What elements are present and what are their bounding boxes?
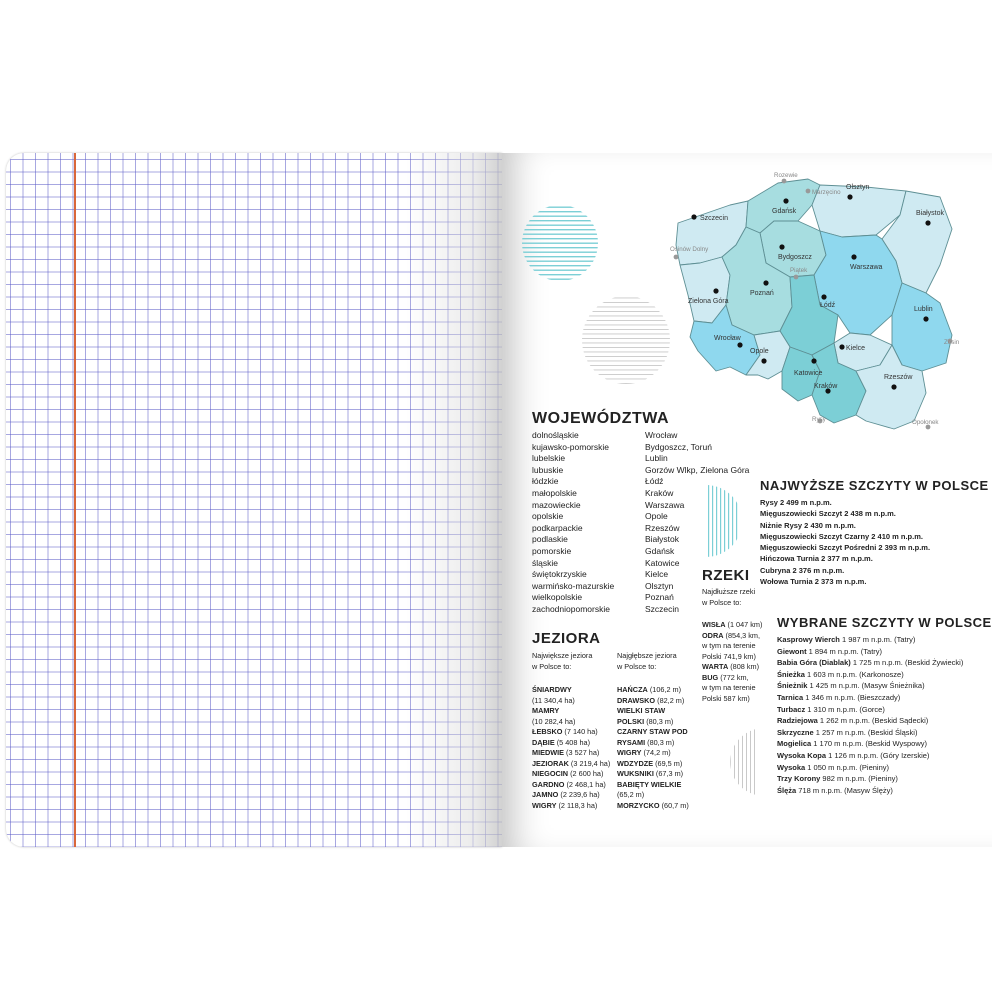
voivodeship-capital: Wrocław bbox=[645, 430, 678, 440]
extreme-point-label: Marzęcino bbox=[812, 189, 841, 196]
item-value: (2 118,3 ha) bbox=[556, 800, 598, 810]
item-value: w tym na terenie bbox=[702, 641, 756, 650]
extreme-point-marker bbox=[782, 179, 787, 184]
voivodeship-name: pomorskie bbox=[532, 545, 572, 556]
peak-item bbox=[777, 773, 963, 785]
item-value: 982 m n.p.m. (Pieniny) bbox=[820, 774, 898, 784]
item-value: (82,2 m) bbox=[655, 695, 685, 705]
city-label: Lublin bbox=[914, 306, 933, 313]
item-name: MAMRY bbox=[532, 706, 560, 715]
river-item bbox=[702, 631, 762, 642]
city-marker bbox=[737, 342, 742, 347]
peak-item bbox=[777, 669, 963, 681]
item-name: JEZIORAK bbox=[532, 758, 569, 768]
voivodeship-name: dolnośląskie bbox=[532, 430, 579, 440]
voivodeship-name: śląskie bbox=[532, 557, 558, 568]
peak-item: Mięguszowiecki Szczyt Pośredni 2 393 m n.p.m. bbox=[760, 543, 931, 553]
item-value: 1 425 m n.p.m. (Masyw Śnieżnika) bbox=[807, 681, 925, 691]
voivodeship-capital: Olsztyn bbox=[645, 580, 674, 591]
city-label: Poznań bbox=[750, 290, 774, 297]
item-value: (772 km, bbox=[718, 672, 749, 682]
lake-item bbox=[532, 769, 610, 780]
region-lubelskie bbox=[892, 283, 952, 371]
striped-half-circle-decoration-gray bbox=[722, 727, 758, 797]
city-label: Wrocław bbox=[714, 335, 741, 342]
city-marker bbox=[811, 358, 816, 363]
city-label: Warszawa bbox=[850, 264, 883, 271]
info-page bbox=[502, 153, 992, 847]
item-value: (1 047 km) bbox=[725, 620, 763, 629]
voivodeship-capital: Opole bbox=[645, 511, 668, 522]
lake-item bbox=[617, 717, 689, 728]
city-label: Białystok bbox=[916, 210, 945, 217]
city-marker bbox=[821, 294, 826, 299]
lake-item bbox=[532, 727, 610, 738]
item-name: HAŃCZA bbox=[617, 685, 648, 694]
voivodeship-capital: Łódź bbox=[645, 476, 664, 487]
voivodeship-name: mazowieckie bbox=[532, 499, 581, 510]
striped-circle-decoration bbox=[520, 193, 600, 293]
lake-item bbox=[617, 706, 689, 717]
peak-item bbox=[777, 680, 963, 692]
peak-item bbox=[777, 692, 963, 704]
item-name: GARDNO bbox=[532, 779, 565, 789]
rzeki-title: RZEKI bbox=[702, 567, 750, 584]
highest-peaks-title: NAJWYŻSZE SZCZYTY W POLSCE bbox=[760, 478, 989, 493]
lake-item bbox=[532, 759, 610, 770]
intro-line: w Polsce to: bbox=[702, 597, 742, 607]
highest-peaks-list bbox=[760, 497, 930, 587]
intro-line: Największe jeziora bbox=[532, 651, 593, 660]
city-label: Olsztyn bbox=[846, 184, 870, 191]
page-gutter-shadow bbox=[406, 153, 502, 847]
peak-item: Rysy 2 499 m n.p.m. bbox=[760, 498, 832, 507]
item-value: 1 310 m n.p.m. (Gorce) bbox=[805, 704, 885, 714]
city-label: Gdańsk bbox=[772, 208, 797, 215]
item-value: (5 408 ha) bbox=[554, 737, 590, 747]
item-value: (10 282,4 ha) bbox=[532, 716, 576, 726]
city-label: Zielona Góra bbox=[688, 298, 729, 305]
voivodeship-capital: Kielce bbox=[645, 569, 669, 580]
lake-item bbox=[532, 801, 610, 812]
city-marker bbox=[713, 288, 718, 293]
item-value: (808 km) bbox=[728, 662, 760, 671]
item-name: POLSKI bbox=[617, 716, 645, 726]
peak-item: Mięguszowiecki Szczyt 2 438 m n.p.m. bbox=[760, 509, 896, 519]
lake-item bbox=[617, 801, 689, 812]
river-item bbox=[702, 673, 762, 684]
striped-circle-decoration-gray bbox=[580, 293, 670, 389]
city-label: Łódź bbox=[820, 302, 836, 309]
item-value: 718 m n.p.m. (Masyw Ślęży) bbox=[796, 785, 893, 795]
intro-line: Najgłębsze jeziora bbox=[617, 651, 677, 660]
lake-item bbox=[532, 748, 610, 759]
item-name: DĄBIE bbox=[532, 737, 555, 747]
lake-item bbox=[532, 717, 610, 728]
selected-peaks-list bbox=[777, 634, 963, 796]
peak-item bbox=[777, 646, 963, 658]
item-name: WDZYDZE bbox=[617, 758, 654, 768]
item-name: WIELKI STAW bbox=[617, 706, 666, 715]
lake-item bbox=[532, 696, 610, 707]
item-name: CZARNY STAW POD bbox=[617, 727, 688, 736]
city-marker bbox=[847, 194, 852, 199]
peak-item bbox=[777, 634, 963, 646]
extreme-point-label: Zosin bbox=[944, 339, 960, 346]
voivodeship-name: podlaskie bbox=[532, 534, 568, 545]
item-value: 1 050 m n.p.m. (Pieniny) bbox=[805, 762, 890, 772]
peak-item bbox=[777, 727, 963, 739]
item-name: BUG bbox=[702, 672, 719, 682]
item-value: (11 340,4 ha) bbox=[532, 695, 575, 705]
river-item bbox=[702, 694, 762, 705]
item-value: 1 987 m n.p.m. (Tatry) bbox=[839, 635, 916, 644]
item-name: Skrzyczne bbox=[777, 727, 814, 737]
item-name: MIEDWIE bbox=[532, 748, 565, 757]
river-item bbox=[702, 652, 762, 663]
extreme-point-label: Opołonek bbox=[912, 419, 939, 426]
lake-item bbox=[617, 780, 689, 791]
city-label: Kielce bbox=[846, 345, 866, 352]
peak-item: Cubryna 2 376 m n.p.m. bbox=[760, 565, 845, 575]
item-name: Trzy Korony bbox=[777, 774, 821, 784]
item-name: ODRA bbox=[702, 630, 724, 640]
jeziora-title: JEZIORA bbox=[532, 630, 601, 647]
item-name: Tarnica bbox=[777, 692, 804, 702]
city-label: Kraków bbox=[814, 383, 838, 390]
extreme-point-marker bbox=[794, 275, 799, 280]
lake-item bbox=[532, 706, 610, 717]
peak-item bbox=[777, 704, 963, 716]
voivodeship-name: świętokrzyskie bbox=[532, 569, 587, 580]
item-value: 1 257 m n.p.m. (Beskid Śląski) bbox=[813, 727, 918, 737]
jeziora-deepest-intro bbox=[617, 651, 677, 672]
lake-item bbox=[617, 748, 689, 759]
voivodeship-capital: Lublin bbox=[645, 453, 668, 464]
jeziora-largest-intro bbox=[532, 651, 592, 672]
city-label: Szczecin bbox=[700, 215, 729, 222]
poland-map bbox=[670, 165, 970, 441]
lake-item bbox=[532, 790, 610, 801]
city-label: Bydgoszcz bbox=[778, 254, 812, 261]
item-value: (65,2 m) bbox=[617, 790, 645, 799]
lake-item bbox=[617, 769, 689, 780]
city-marker bbox=[923, 316, 928, 321]
item-name: Mogielica bbox=[777, 739, 812, 749]
selected-peaks-title: WYBRANE SZCZYTY W POLSCE bbox=[777, 615, 992, 630]
item-value: (69,5 m) bbox=[653, 758, 683, 768]
extreme-point-label: Osinów Dolny bbox=[670, 246, 709, 253]
peak-item bbox=[777, 762, 963, 774]
city-marker bbox=[763, 280, 768, 285]
voivodeship-capital: Gorzów Wlkp, Zielona Góra bbox=[645, 464, 750, 475]
item-value: (3 219,4 ha) bbox=[568, 758, 611, 768]
item-value: (2 239,6 ha) bbox=[558, 790, 600, 799]
rivers-list bbox=[702, 620, 762, 704]
extreme-point-label: Rozewie bbox=[774, 172, 798, 179]
item-value: (67,3 m) bbox=[653, 769, 684, 778]
extreme-point-label: Piątek bbox=[790, 267, 808, 274]
lake-item bbox=[532, 780, 610, 791]
item-value: 1 262 m n.p.m. (Beskid Sądecki) bbox=[817, 716, 929, 726]
item-value: (2 600 ha) bbox=[568, 769, 604, 778]
graph-paper-page bbox=[6, 153, 502, 847]
voivodeship-capital: Szczecin bbox=[645, 603, 680, 614]
voivodeship-name: zachodniopomorskie bbox=[532, 603, 610, 614]
voivodeship-name: kujawsko-pomorskie bbox=[532, 441, 609, 452]
voivodeship-name: opolskie bbox=[532, 511, 564, 522]
item-value: w tym na terenie bbox=[702, 683, 756, 692]
item-name: Giewont bbox=[777, 646, 807, 656]
peak-item bbox=[777, 738, 963, 750]
item-value: (80,3 m) bbox=[644, 716, 674, 726]
item-name: Babia Góra (Diablak) bbox=[777, 658, 851, 668]
lake-item bbox=[617, 696, 689, 707]
extreme-point-marker bbox=[674, 255, 679, 260]
peak-item: Niżnie Rysy 2 430 m n.p.m. bbox=[760, 520, 856, 530]
city-marker bbox=[839, 344, 844, 349]
item-value: (3 527 ha) bbox=[564, 748, 600, 757]
item-name: Śnieżka bbox=[777, 669, 805, 679]
peak-item: Wołowa Turnia 2 373 m n.p.m. bbox=[760, 577, 867, 587]
voivodeship-name: podkarpackie bbox=[532, 522, 583, 533]
item-value: (7 140 ha) bbox=[562, 727, 598, 736]
river-item bbox=[702, 683, 762, 694]
voivodeship-name: łódzkie bbox=[532, 476, 559, 487]
item-name: ŚNIARDWY bbox=[532, 685, 572, 694]
item-name: Ślęża bbox=[777, 785, 797, 795]
item-value: 1 603 m n.p.m. (Karkonosze) bbox=[804, 669, 904, 679]
item-name: ŁEBSKO bbox=[532, 727, 563, 736]
lake-item bbox=[617, 738, 689, 749]
item-name: Śnieżnik bbox=[777, 681, 808, 691]
city-marker bbox=[691, 214, 696, 219]
item-name: WARTA bbox=[702, 662, 729, 671]
item-name: DRAWSKO bbox=[617, 695, 656, 705]
voivodeship-name: lubuskie bbox=[532, 464, 564, 475]
item-value: (106,2 m) bbox=[647, 685, 682, 694]
item-value: 1 126 m n.p.m. (Góry Izerskie) bbox=[826, 750, 930, 760]
margin-line bbox=[74, 153, 76, 847]
city-marker bbox=[761, 358, 766, 363]
voivodeship-capital: Bydgoszcz, Toruń bbox=[645, 441, 712, 452]
river-item bbox=[702, 620, 762, 631]
river-item bbox=[702, 662, 762, 673]
voivodeship-name: warmińsko-mazurskie bbox=[532, 580, 615, 591]
wojewodztwa-title: WOJEWÓDZTWA bbox=[532, 410, 670, 427]
lake-item bbox=[617, 790, 689, 801]
item-value: 1 346 m n.p.m. (Bieszczady) bbox=[803, 692, 901, 702]
peak-item bbox=[777, 785, 963, 797]
item-name: Wysoka Kopa bbox=[777, 750, 827, 760]
peak-item: Hińczowa Turnia 2 377 m n.p.m. bbox=[760, 554, 873, 564]
city-marker bbox=[925, 220, 930, 225]
city-marker bbox=[891, 384, 896, 389]
lake-item bbox=[617, 759, 689, 770]
item-value: 1 725 m n.p.m. (Beskid Żywiecki) bbox=[850, 658, 964, 668]
item-name: RYSAMI bbox=[617, 737, 646, 747]
city-marker bbox=[779, 244, 784, 249]
item-name: Wysoka bbox=[777, 762, 806, 772]
item-value: (854,3 km, bbox=[723, 630, 760, 640]
item-name: WUKSNIKI bbox=[617, 769, 654, 778]
item-name: WISŁA bbox=[702, 620, 726, 629]
peak-item bbox=[777, 657, 963, 669]
item-value: (60,7 m) bbox=[659, 800, 689, 810]
voivodeship-capital: Białystok bbox=[645, 534, 680, 545]
item-name: Turbacz bbox=[777, 704, 806, 714]
lake-item bbox=[532, 685, 610, 696]
lake-item bbox=[617, 727, 689, 738]
item-value: (74,2 m) bbox=[641, 748, 671, 757]
item-name: Radziejowa bbox=[777, 716, 818, 726]
voivodeship-name: lubelskie bbox=[532, 453, 566, 464]
voivodeship-capital: Warszawa bbox=[645, 499, 685, 510]
item-value: 1 170 m n.p.m. (Beskid Wyspowy) bbox=[811, 739, 927, 749]
voivodeship-capital: Katowice bbox=[645, 557, 680, 568]
voivodeship-capital: Kraków bbox=[645, 487, 674, 498]
city-marker bbox=[851, 254, 856, 259]
item-value: (80,3 m) bbox=[645, 737, 675, 747]
wojewodztwa-names-list bbox=[532, 430, 614, 616]
city-label: Katowice bbox=[794, 370, 823, 377]
largest-lakes-list bbox=[532, 685, 610, 811]
extreme-point-label: Rysy bbox=[812, 416, 826, 423]
peak-item bbox=[777, 715, 963, 727]
extreme-point-marker bbox=[806, 189, 811, 194]
item-name: BABIĘTY WIELKIE bbox=[617, 779, 682, 789]
item-name: Kasprowy Wierch bbox=[777, 635, 840, 644]
lake-item bbox=[617, 685, 689, 696]
item-name: JAMNO bbox=[532, 790, 559, 799]
intro-line: Najdłuższe rzeki bbox=[702, 587, 756, 596]
item-name: NIEGOCIN bbox=[532, 769, 569, 778]
city-label: Opole bbox=[750, 348, 769, 355]
item-value: 1 894 m n.p.m. (Tatry) bbox=[806, 646, 883, 656]
item-value: (2 468,1 ha) bbox=[564, 779, 606, 789]
river-item bbox=[702, 641, 762, 652]
voivodeship-capital: Rzeszów bbox=[645, 522, 680, 533]
intro-line: w Polsce to: bbox=[617, 661, 657, 671]
voivodeship-capital: Gdańsk bbox=[645, 545, 675, 556]
voivodeship-name: małopolskie bbox=[532, 487, 577, 498]
deepest-lakes-list bbox=[617, 685, 689, 811]
voivodeship-name: wielkopolskie bbox=[532, 592, 583, 603]
intro-line: w Polsce to: bbox=[532, 661, 572, 671]
peak-item: Mięguszowiecki Szczyt Czarny 2 410 m n.p.m. bbox=[760, 531, 923, 541]
item-value: Polski 741,9 km) bbox=[702, 651, 756, 661]
city-label: Rzeszów bbox=[884, 374, 913, 381]
city-marker bbox=[783, 198, 788, 203]
rzeki-intro bbox=[702, 587, 755, 608]
peak-item bbox=[777, 750, 963, 762]
item-value: Polski 587 km) bbox=[702, 693, 750, 703]
item-name: WIGRY bbox=[532, 800, 557, 810]
lake-item bbox=[532, 738, 610, 749]
voivodeship-capital: Poznań bbox=[645, 592, 674, 603]
item-name: MORZYCKO bbox=[617, 800, 660, 810]
item-name: WIGRY bbox=[617, 748, 642, 757]
